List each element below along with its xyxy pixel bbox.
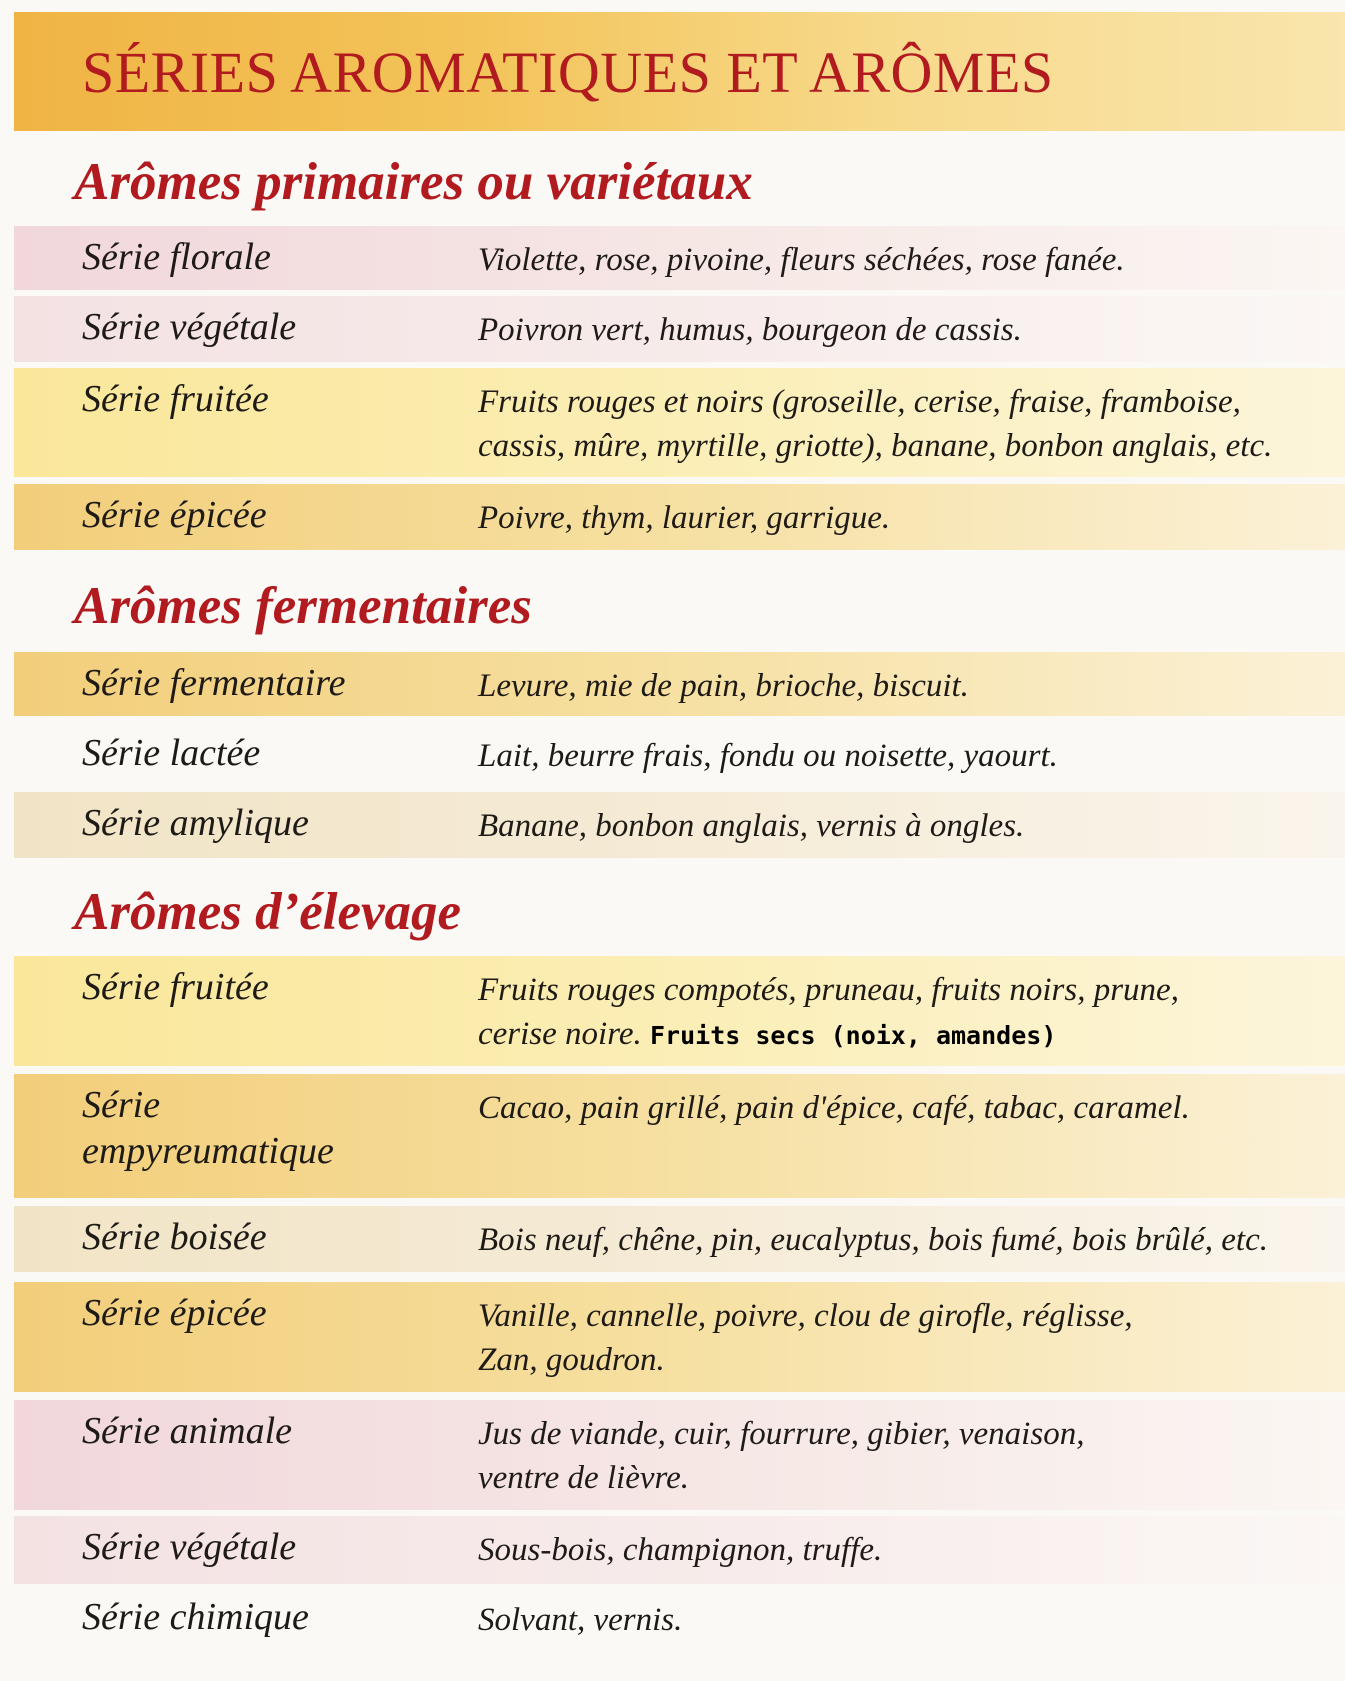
row-label: Série épicée <box>82 1292 267 1334</box>
row-value-line: Fruits rouges et noirs (groseille, cerise, fraise, framboise, <box>478 384 1241 420</box>
row-label <box>82 1082 462 1174</box>
row-value <box>478 804 1345 848</box>
table-row <box>14 1400 1345 1510</box>
page-title: SÉRIES AROMATIQUES ET ARÔMES <box>82 40 1054 105</box>
row-value-line: Lait, beurre frais, fondu ou noisette, yaourt. <box>478 738 1058 774</box>
row-value-line: ventre de lièvre. <box>478 1460 690 1496</box>
section-title-fermentaires: Arômes fermentaires <box>74 577 532 635</box>
table-row <box>14 1282 1345 1392</box>
table-row <box>14 484 1345 550</box>
table-row <box>14 1516 1345 1584</box>
row-value <box>478 968 1345 1058</box>
row-label: Série végétale <box>82 1526 297 1568</box>
row-value-line: Vanille, cannelle, poivre, clou de girofle, réglisse, <box>478 1298 1133 1334</box>
row-label: Série fruitée <box>82 378 269 420</box>
table-row <box>14 652 1345 716</box>
row-label: Série animale <box>82 1410 293 1452</box>
table-row <box>14 226 1345 290</box>
row-value-line: cerise noire. <box>478 1016 642 1052</box>
table-row <box>14 368 1345 477</box>
row-value-line: Zan, goudron. <box>478 1342 665 1378</box>
row-value <box>478 238 1345 282</box>
row-value-line: Bois neuf, chêne, pin, eucalyptus, bois fumé, bois brûlé, etc. <box>478 1222 1269 1258</box>
row-value <box>478 308 1345 352</box>
table-row <box>14 1586 1345 1654</box>
row-label: Série amylique <box>82 802 309 844</box>
row-value-line: Jus de viande, cuir, fourrure, gibier, venaison, <box>478 1416 1085 1452</box>
row-label: Série végétale <box>82 306 297 348</box>
row-value-line: Levure, mie de pain, brioche, biscuit. <box>478 668 969 704</box>
row-label: Série boisée <box>82 1216 267 1258</box>
row-value <box>478 1528 1345 1572</box>
row-label: Série épicée <box>82 494 267 536</box>
row-value-line: Banane, bonbon anglais, vernis à ongles. <box>478 808 1025 844</box>
row-value-line: Fruits rouges compotés, pruneau, fruits noirs, prune, <box>478 972 1179 1008</box>
row-value <box>478 1598 1345 1642</box>
row-label: Série lactée <box>82 732 261 774</box>
table-row <box>14 792 1345 858</box>
row-value <box>478 1412 1345 1500</box>
row-label: Série fruitée <box>82 966 269 1008</box>
table-row <box>14 1074 1345 1198</box>
section-title-elevage: Arômes d’élevage <box>74 883 462 941</box>
row-value <box>478 380 1345 468</box>
row-value-line: Solvant, vernis. <box>478 1602 683 1638</box>
row-value-line: Violette, rose, pivoine, fleurs séchées, rose fanée. <box>478 242 1125 278</box>
section-title-primaires: Arômes primaires ou variétaux <box>74 153 753 211</box>
table-row <box>14 296 1345 362</box>
handwritten-note: Fruits secs (noix, amandes) <box>649 1021 1057 1050</box>
table-row <box>14 956 1345 1066</box>
row-label: Série florale <box>82 236 271 278</box>
row-value-line: Cacao, pain grillé, pain d'épice, café, tabac, caramel. <box>478 1090 1190 1126</box>
row-label-line: Série <box>82 1084 161 1126</box>
row-value <box>478 1086 1345 1130</box>
row-value-line: Poivre, thym, laurier, garrigue. <box>478 500 891 536</box>
row-value-line: cassis, mûre, myrtille, griotte), banane, bonbon anglais, etc. <box>478 428 1273 464</box>
row-value-line: Poivron vert, humus, bourgeon de cassis. <box>478 312 1022 348</box>
row-value <box>478 1294 1345 1382</box>
row-value <box>478 664 1345 708</box>
row-label-line: empyreumatique <box>82 1130 334 1172</box>
row-value <box>478 1218 1345 1262</box>
row-value-line: Sous-bois, champignon, truffe. <box>478 1532 883 1568</box>
row-value <box>478 496 1345 540</box>
row-label: Série chimique <box>82 1596 309 1638</box>
row-value <box>478 734 1345 778</box>
table-row <box>14 1206 1345 1272</box>
table-row <box>14 722 1345 788</box>
row-label: Série fermentaire <box>82 662 346 704</box>
